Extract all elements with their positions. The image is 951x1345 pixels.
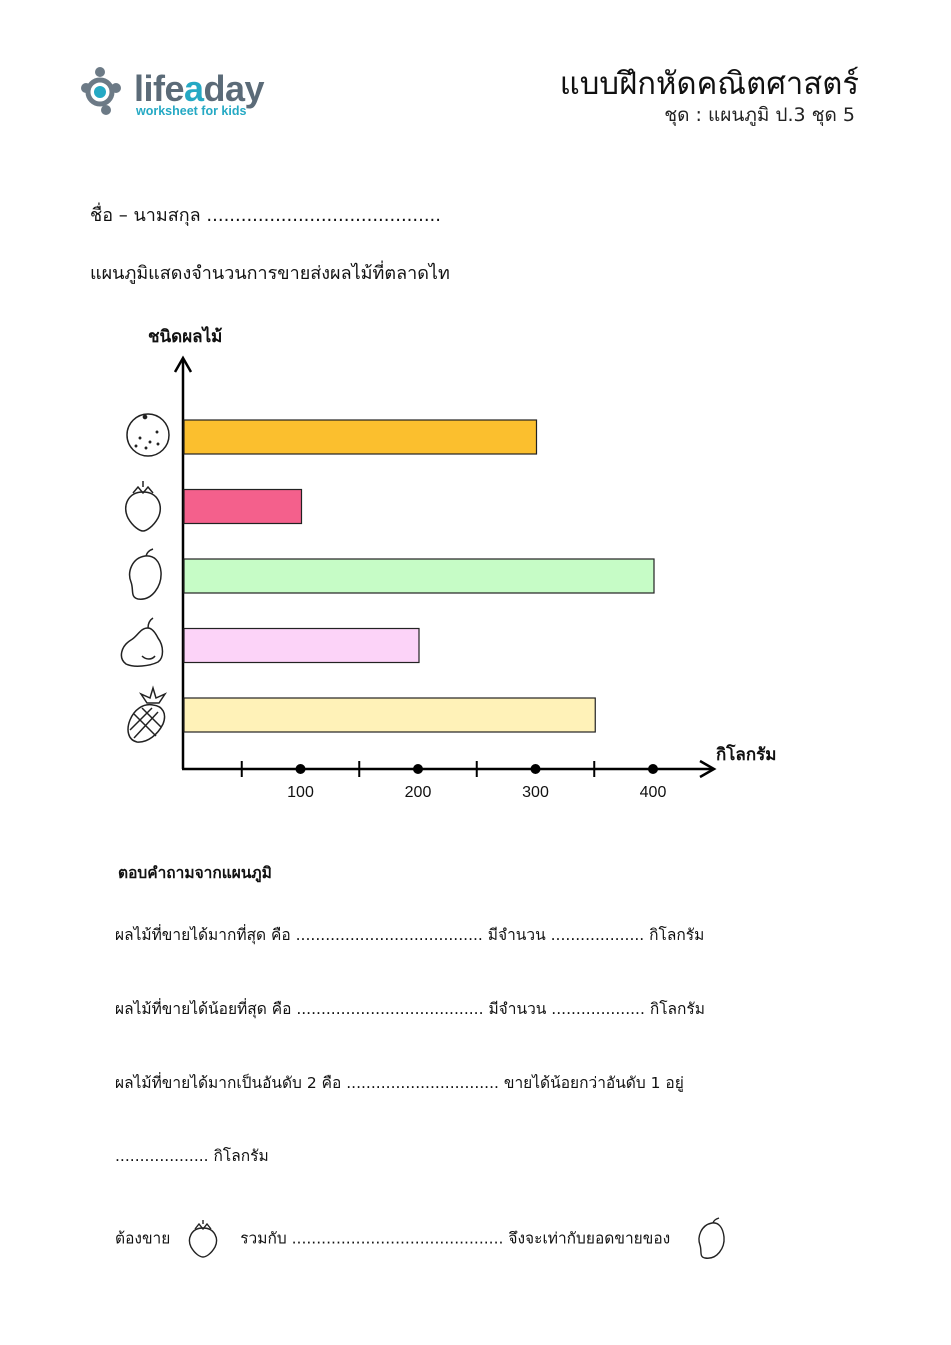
worksheet-title: แบบฝึกหัดคณิตศาสตร์ xyxy=(559,66,859,102)
question-1: ผลไม้ที่ขายได้มากที่สุด คือ ...................................... มีจำนวน ................... กิโลกรัม xyxy=(115,926,705,944)
orange-icon xyxy=(127,414,169,456)
question-4-part-a: ต้องขาย xyxy=(115,1229,171,1248)
x-axis-label: กิโลกรัม xyxy=(716,745,777,765)
logo-text-1: life xyxy=(134,68,185,109)
bar-mango xyxy=(184,559,654,593)
chart-caption: แผนภูมิแสดงจำนวนการขายส่งผลไม้ที่ตลาดไท xyxy=(90,263,450,284)
question-3: ผลไม้ที่ขายได้มากเป็นอันดับ 2 คือ ............................... ขายได้น้อยกว่าอันดับ 1 อยู่ xyxy=(115,1074,684,1092)
strawberry-icon xyxy=(185,1219,221,1259)
tick-label-200: 200 xyxy=(404,784,432,801)
name-line xyxy=(90,200,441,229)
bar-rose-apple xyxy=(184,629,419,663)
question-3-continued: ................... กิโลกรัม xyxy=(115,1147,269,1165)
name-label: ชื่อ – นามสกุล xyxy=(90,205,201,226)
pineapple-icon xyxy=(128,688,165,742)
mango-icon xyxy=(693,1217,729,1261)
logo-text-2: day xyxy=(203,68,265,109)
logo xyxy=(80,64,280,124)
logo-tagline: worksheet for kids xyxy=(136,104,247,118)
tick-dot-100 xyxy=(296,764,306,774)
tick-label-300: 300 xyxy=(522,784,549,801)
rose-apple-icon xyxy=(121,618,162,666)
logo-text-accent: a xyxy=(184,68,204,109)
tick-dot-300 xyxy=(531,764,541,774)
question-4-part-b: รวมกับ ........................................... จึงจะเท่ากับยอดขายของ xyxy=(240,1229,671,1248)
tick-label-400: 400 xyxy=(639,784,667,801)
strawberry-icon xyxy=(126,481,161,531)
mango-icon xyxy=(130,549,161,599)
bar-pineapple xyxy=(184,698,595,732)
y-axis-label: ชนิดผลไม้ xyxy=(148,327,223,347)
bar-chart xyxy=(0,310,951,830)
question-4 xyxy=(115,1217,729,1261)
worksheet-subtitle: ชุด : แผนภูมิ ป.3 ชุด 5 xyxy=(664,104,855,126)
question-2: ผลไม้ที่ขายได้น้อยที่สุด คือ ...................................... มีจำนวน ................... กิโลกรัม xyxy=(115,1000,705,1018)
tick-dot-400 xyxy=(648,764,658,774)
logo-molecule-icon xyxy=(80,64,134,118)
bar-strawberry xyxy=(184,490,302,524)
tick-dot-200 xyxy=(413,764,423,774)
name-blank[interactable]: ......................................... xyxy=(206,205,441,226)
bar-orange xyxy=(184,420,537,454)
tick-label-100: 100 xyxy=(287,784,314,801)
questions-heading: ตอบคำถามจากแผนภูมิ xyxy=(118,864,272,882)
